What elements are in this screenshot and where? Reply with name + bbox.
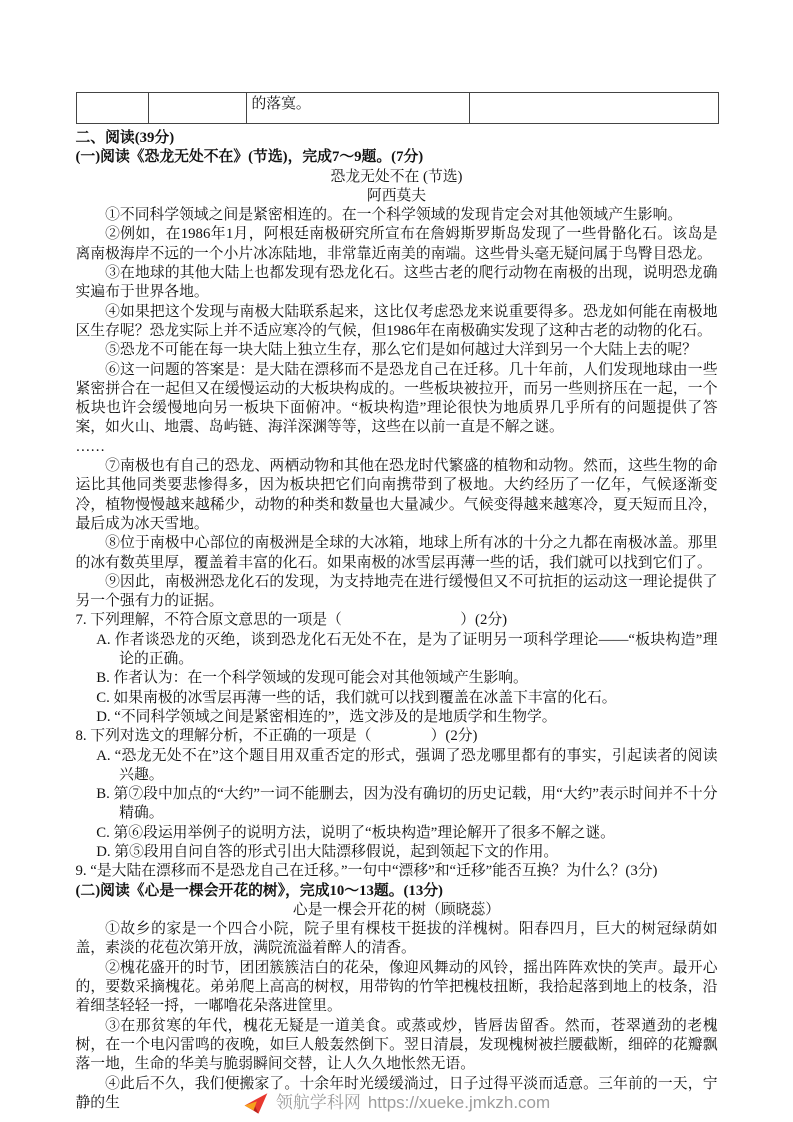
continuation-table bbox=[76, 92, 719, 124]
table-cell bbox=[148, 93, 246, 124]
reading2-heading: (二)阅读《心是一棵会开花的树》，完成10～13题。(13分) bbox=[75, 882, 443, 899]
table-cell: 的落寞。 bbox=[246, 93, 469, 124]
reading1-heading: (一)阅读《恐龙无处不在》(节选)，完成7～9题。(7分) bbox=[75, 149, 424, 166]
section-heading: 二、阅读(39分) bbox=[75, 130, 175, 146]
question-option: A. 作者谈恐龙的灭绝，谈到恐龙化石无处不在，是为了证明另一项科学理论——“板块构造”理论的正确。 bbox=[96, 631, 718, 668]
table-cell bbox=[76, 93, 148, 124]
site-url: https://xueke.jmkzh.com bbox=[367, 1093, 551, 1113]
article1-paragraph: ④如果把这个发现与南极大陆联系起来，这比仅考虑恐龙来说重要得多。恐龙如何能在南极地区生存呢？恐龙实际上并不适应寒冷的气候，但1986年在南极确实发现了这种古老的动物的化石。 bbox=[75, 303, 718, 339]
article2-paragraph: ③在那贫寒的年代，槐花无疑是一道美食。或蒸或炒，皆唇齿留香。然而，苍翠遒劲的老槐树，在一个电闪雷鸣的夜晚，如巨人般轰然倒下。翌日清晨，发现槐树被拦腰截断，细碎的花瓣飘落一地，生命的华美与脆弱瞬间交替，让人久久地怅然无语。 bbox=[75, 1017, 718, 1073]
question-option: C. 如果南极的冰雪层再薄一些的话，我们就可以找到覆盖在冰盖下丰富的化石。 bbox=[96, 689, 617, 706]
article2-paragraph: ①故乡的家是一个四合小院，院子里有棵枝干挺拔的洋槐树。阳春四月，巨大的树冠绿荫如盖，素淡的花苞次第开放，满院流溢着醉人的清香。 bbox=[75, 921, 718, 957]
article1-paragraph: ⑦南极也有自己的恐龙、两栖动物和其他在恐龙时代繁盛的植物和动物。然而，这些生物的命运比其他同类要悲惨得多，因为板块把它们向南携带到了极地。大约经历了一亿年，气候逐渐变冷，植物慢慢越来越稀少，动物的种类和数量也大量减少。气候变得越来越寒冷，夏天短而且冷，最后成为冰天雪地。 bbox=[75, 458, 718, 532]
article2-paragraph: ②槐花盛开的时节，团团簇簇洁白的花朵，像迎风舞动的风铃，摇出阵阵欢快的笑声。最开心的，要数采摘槐花。弟弟爬上高高的树杈，用带钩的竹竿把槐枝扭断，我拾起落到地上的枝条，沿着细茎轻轻一捋，一嘟噜花朵落进筐里。 bbox=[75, 959, 718, 1015]
question-option: C. 第⑥段运用举例子的说明方法，说明了“板块构造”理论解开了很多不解之谜。 bbox=[96, 824, 615, 841]
article1-paragraph: ②例如，在1986年1月，阿根廷南极研究所宣布在詹姆斯罗斯岛发现了一些骨骼化石。该岛是离南极海岸不远的一个小片冰冻陆地，非常靠近南美的南端。这些骨头毫无疑问属于鸟臀目恐龙。 bbox=[75, 226, 718, 262]
article1-paragraph: ⑤恐龙不可能在每一块大陆上独立生存，那么它们是如何越过大洋到另一个大陆上去的呢？ bbox=[105, 342, 697, 359]
table-row bbox=[76, 93, 718, 124]
article1-title: 恐龙无处不在 (节选) bbox=[330, 168, 463, 185]
article1-paragraph: ①不同科学领域之间是紧密相连的。在一个科学领域的发现肯定会对其他领域产生影响。 bbox=[105, 207, 683, 224]
question-stem: 8. 下列对选文的理解分析，不正确的一项是（ ）(2分) bbox=[75, 728, 478, 745]
question-7 bbox=[76, 611, 718, 727]
exam-page bbox=[76, 0, 718, 1113]
site-name: 领航学科网 bbox=[275, 1093, 361, 1113]
article1-paragraph: ⑥这一问题的答案是：是大陆在漂移而不是恐龙自己在迁移。几十年前，人们发现地球由一些紧密拼合在一起但又在缓慢运动的大板块构成的。一些板块被拉开，而另一些则挤压在一起，一个板块也许会缓慢地向另一板块下面俯冲。“板块构造”理论很快为地质界几乎所有的问题提供了答案，如火山、地震、岛屿链、海洋深渊等等，这些在以前一直是不解之谜。 bbox=[75, 361, 718, 436]
watermark bbox=[0, 1090, 793, 1116]
question-option: A. “恐龙无处不在”这个题目用双重否定的形式，强调了恐龙哪里都有的事实，引起读者的阅读兴趣。 bbox=[96, 747, 718, 783]
question-option: B. 第⑦段中加点的“大约”一词不能删去，因为没有确切的历史记载，用“大约”表示时间并不十分精确。 bbox=[96, 786, 718, 822]
article2-title: 心是一棵会开花的树（顾晓蕊） bbox=[292, 901, 501, 918]
article1-paragraph: ⑨因此，南极洲恐龙化石的发现，为支持地壳在进行缓慢但又不可抗拒的运动这一理论提供了另一个强有力的证据。 bbox=[75, 573, 718, 610]
article1-paragraph: ③在地球的其他大陆上也都发现有恐龙化石。这些古老的爬行动物在南极的出现，说明恐龙确实遍布于世界各地。 bbox=[75, 265, 718, 301]
question-8 bbox=[76, 727, 718, 862]
question-option: D. 第⑤段用自问自答的形式引出大陆漂移假说，起到领起下文的作用。 bbox=[96, 843, 559, 860]
question-option: B. 作者认为：在一个科学领域的发现可能会对其他领域产生影响。 bbox=[96, 670, 528, 687]
article1-paragraph: ⑧位于南极中心部位的南极洲是全球的大冰箱，地球上所有冰的十分之九都在南极冰盖。那里的冰有数英里厚，覆盖着丰富的化石。如果南极的冰雪层再薄一些的话，我们就可以找到它们了。 bbox=[75, 535, 718, 571]
question-option: D. “不同科学领域之间是紧密相连的”，选文涉及的是地质学和生物学。 bbox=[96, 708, 557, 725]
question-stem: 9. “是大陆在漂移而不是恐龙自己在迁移。”一句中“漂移”和“迁移”能否互换？为什么？(3分) bbox=[75, 863, 658, 880]
table-cell bbox=[469, 93, 718, 124]
article1-author: 阿西莫夫 bbox=[366, 187, 427, 204]
question-9 bbox=[76, 862, 718, 881]
question-stem: 7. 下列理解，不符合原文意思的一项是（ ）(2分) bbox=[75, 612, 508, 629]
site-logo-icon bbox=[243, 1090, 269, 1116]
article2-paragraph: ④此后不久，我们便搬家了。十余年时光缓缓淌过，日子过得平淡而适意。三年前的一天，宁静的生 bbox=[75, 1075, 718, 1111]
ellipsis-line: …… bbox=[75, 438, 106, 455]
